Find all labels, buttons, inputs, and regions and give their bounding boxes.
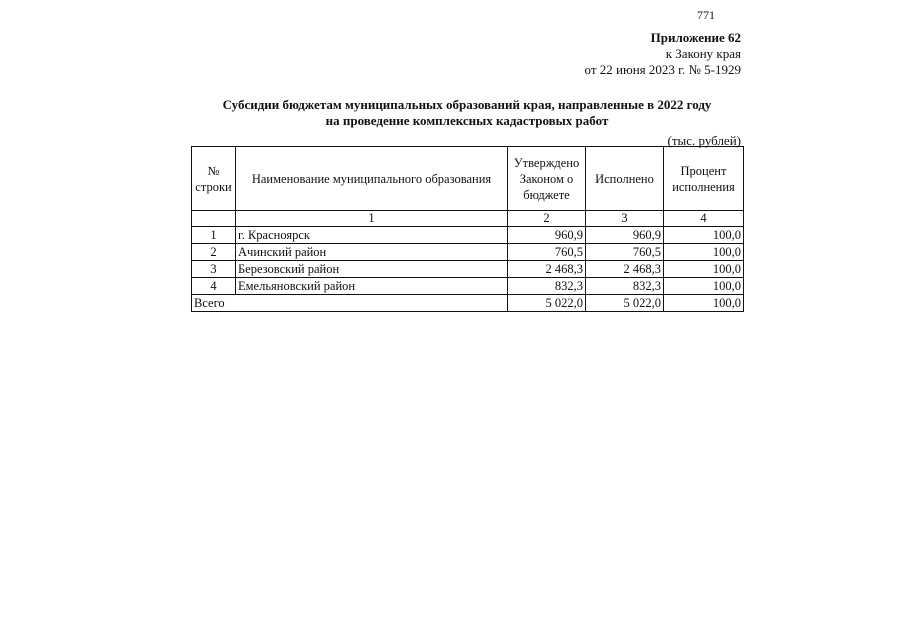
appendix-law-date: от 22 июня 2023 г. № 5-1929	[584, 62, 741, 77]
municipality-name: г. Красноярск	[236, 227, 508, 244]
approved-value: 960,9	[508, 227, 586, 244]
column-numbers-row	[192, 211, 744, 227]
column-number-executed: 3	[586, 211, 664, 227]
table-row	[192, 278, 744, 295]
row-number: 2	[192, 244, 236, 261]
approved-value: 760,5	[508, 244, 586, 261]
document-title-line-2: на проведение комплексных кадастровых работ	[325, 113, 609, 128]
table-row	[192, 227, 744, 244]
header-approved: Утверждено Законом о бюджете	[508, 147, 586, 211]
table-row	[192, 244, 744, 261]
percent-value: 100,0	[664, 278, 744, 295]
row-number: 1	[192, 227, 236, 244]
units-label: (тыс. рублей)	[667, 133, 741, 148]
executed-value: 960,9	[586, 227, 664, 244]
header-row-no: № строки	[192, 147, 236, 211]
document-title-line-1: Субсидии бюджетам муниципальных образований края, направленные в 2022 году	[222, 97, 712, 112]
municipality-name: Ачинский район	[236, 244, 508, 261]
total-label: Всего	[192, 295, 508, 312]
header-name: Наименование муниципального образования	[236, 147, 508, 211]
total-approved: 5 022,0	[508, 295, 586, 312]
approved-value: 832,3	[508, 278, 586, 295]
column-number-empty	[192, 211, 236, 227]
page-number: 771	[697, 8, 715, 22]
header-executed: Исполнено	[586, 147, 664, 211]
row-number: 3	[192, 261, 236, 278]
municipality-name: Березовский район	[236, 261, 508, 278]
appendix-block	[585, 30, 741, 78]
executed-value: 2 468,3	[586, 261, 664, 278]
executed-value: 832,3	[586, 278, 664, 295]
table-header-row	[192, 147, 744, 211]
column-number-approved: 2	[508, 211, 586, 227]
column-number-name: 1	[236, 211, 508, 227]
header-percent: Процент исполнения	[664, 147, 744, 211]
column-number-percent: 4	[664, 211, 744, 227]
total-executed: 5 022,0	[586, 295, 664, 312]
total-percent: 100,0	[664, 295, 744, 312]
executed-value: 760,5	[586, 244, 664, 261]
percent-value: 100,0	[664, 227, 744, 244]
document-title	[192, 97, 742, 129]
approved-value: 2 468,3	[508, 261, 586, 278]
municipality-name: Емельяновский район	[236, 278, 508, 295]
row-number: 4	[192, 278, 236, 295]
percent-value: 100,0	[664, 244, 744, 261]
appendix-law-reference: к Закону края	[665, 46, 741, 61]
total-row	[192, 295, 744, 312]
percent-value: 100,0	[664, 261, 744, 278]
appendix-title: Приложение 62	[650, 30, 741, 45]
subsidies-table	[191, 146, 744, 312]
table-row	[192, 261, 744, 278]
